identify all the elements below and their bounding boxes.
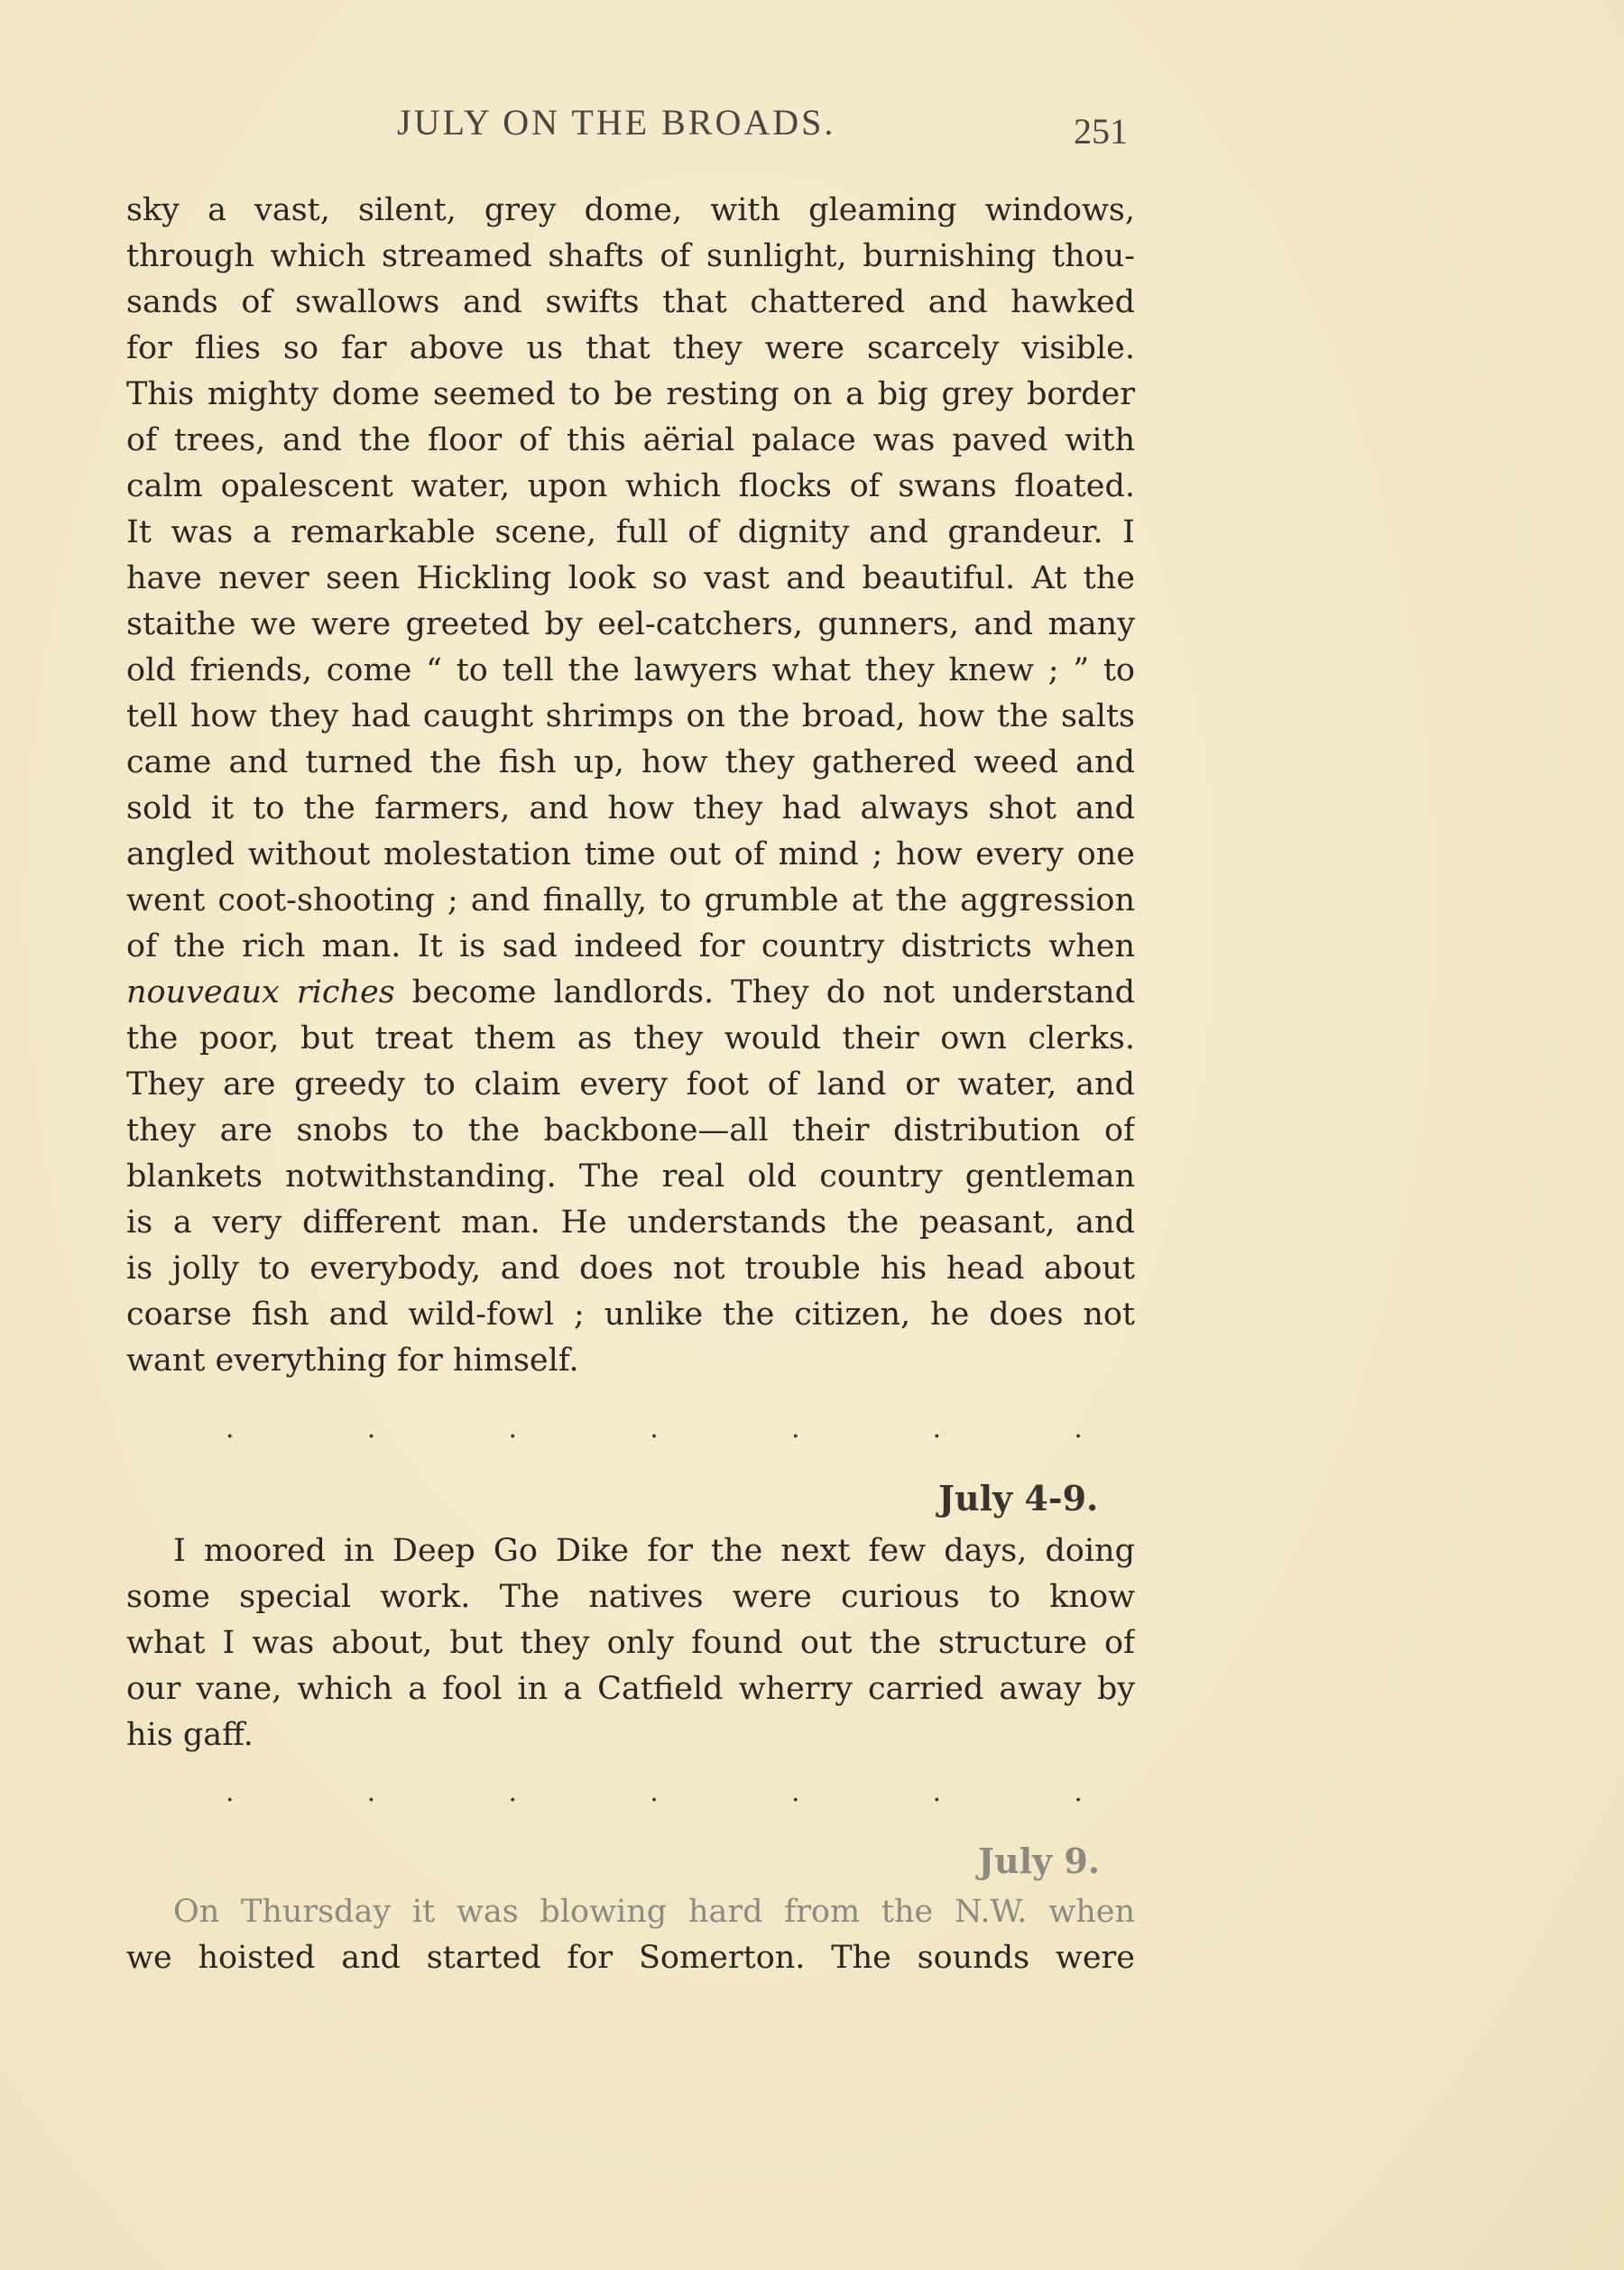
text-line: we hoisted and started for Somerton. The sounds were: [126, 1940, 1135, 1976]
text-line: have never seen Hickling look so vast and beautiful. At the: [126, 560, 1135, 596]
text-line: coarse fish and wild-fowl ; unlike the citizen, he does not: [126, 1296, 1135, 1333]
text-line: sold it to the farmers, and how they had always shot and: [126, 790, 1135, 826]
divider-dot: ·: [226, 1421, 235, 1453]
divider-dot: ·: [508, 1421, 518, 1453]
text-line: angled without molestation time out of mind ; how every one: [126, 836, 1135, 872]
divider-dot: ·: [932, 1421, 942, 1453]
divider-dot: ·: [650, 1785, 659, 1816]
text-line: of trees, and the floor of this aërial palace was paved with: [126, 422, 1135, 458]
divider-dot: ·: [226, 1785, 235, 1816]
italic-phrase: nouveaux riches: [126, 974, 395, 1010]
text-line: is jolly to everybody, and does not trouble his head about: [126, 1250, 1135, 1287]
text-line: went coot-shooting ; and finally, to grumble at the aggression: [126, 882, 1135, 918]
divider-dot: ·: [790, 1785, 800, 1816]
text-line: some special work. The natives were curious to know: [126, 1579, 1135, 1615]
text-line: On Thursday it was blowing hard from the N.W. when: [173, 1894, 1135, 1930]
paragraph-2: [126, 1528, 1135, 1758]
text-line: what I was about, but they only found out the structure of: [126, 1625, 1135, 1661]
text-line: his gaff.: [126, 1717, 254, 1753]
divider-dot: ·: [366, 1785, 376, 1816]
text-line: of the rich man. It is sad indeed for country districts when: [126, 928, 1135, 964]
text-line: It was a remarkable scene, full of dignity and grandeur. I: [126, 514, 1135, 550]
section-divider-dots: [226, 1785, 1083, 1816]
text-line: This mighty dome seemed to be resting on a big grey border: [126, 376, 1135, 412]
text-line: sands of swallows and swifts that chattered and hawked: [126, 284, 1135, 320]
text-line: is a very different man. He understands the peasant, and: [126, 1204, 1135, 1241]
line-rest: become landlords. They do not understand: [394, 974, 1135, 1010]
text-line: I moored in Deep Go Dike for the next few days, doing: [173, 1533, 1135, 1569]
divider-dot: ·: [932, 1785, 942, 1816]
text-line: through which streamed shafts of sunlight, burnishing thou-: [126, 238, 1135, 274]
divider-dot: ·: [1074, 1421, 1083, 1453]
divider-dot: ·: [650, 1421, 659, 1453]
section-divider-dots: [226, 1421, 1083, 1453]
text-line: want everything for himself.: [126, 1343, 579, 1379]
paragraph-3: [126, 1889, 1135, 1981]
divider-dot: ·: [508, 1785, 518, 1816]
text-line: sky a vast, silent, grey dome, with gleaming windows,: [126, 192, 1135, 228]
text-line: for flies so far above us that they were scarcely visible.: [126, 330, 1135, 366]
text-line: they are snobs to the backbone—all their distribution of: [126, 1112, 1135, 1149]
text-line: staithe we were greeted by eel-catchers, gunners, and many: [126, 606, 1135, 642]
page-header: [126, 101, 1137, 155]
text-line: the poor, but treat them as they would their own clerks.: [126, 1020, 1135, 1057]
text-line: tell how they had caught shrimps on the broad, how the salts: [126, 698, 1135, 734]
text-line: old friends, come “ to tell the lawyers what they knew ; ” to: [126, 652, 1135, 688]
text-line: our vane, which a fool in a Catfield wherry carried away by: [126, 1671, 1135, 1707]
divider-dot: ·: [1074, 1785, 1083, 1816]
text-line: They are greedy to claim every foot of land or water, and: [126, 1066, 1135, 1103]
text-line: blankets notwithstanding. The real old country gentleman: [126, 1158, 1135, 1195]
text-line: calm opalescent water, upon which flocks of swans floated.: [126, 468, 1135, 504]
page-number: 251: [1074, 111, 1128, 152]
text-line: came and turned the fish up, how they gathered weed and: [126, 744, 1135, 780]
dateline: July 9.: [978, 1841, 1101, 1881]
divider-dot: ·: [790, 1421, 800, 1453]
text-line-italic: [126, 970, 1135, 1016]
running-head: JULY ON THE BROADS.: [397, 102, 836, 143]
divider-dot: ·: [366, 1421, 376, 1453]
dateline: July 4-9.: [938, 1478, 1099, 1518]
body-text: [126, 188, 1135, 1384]
